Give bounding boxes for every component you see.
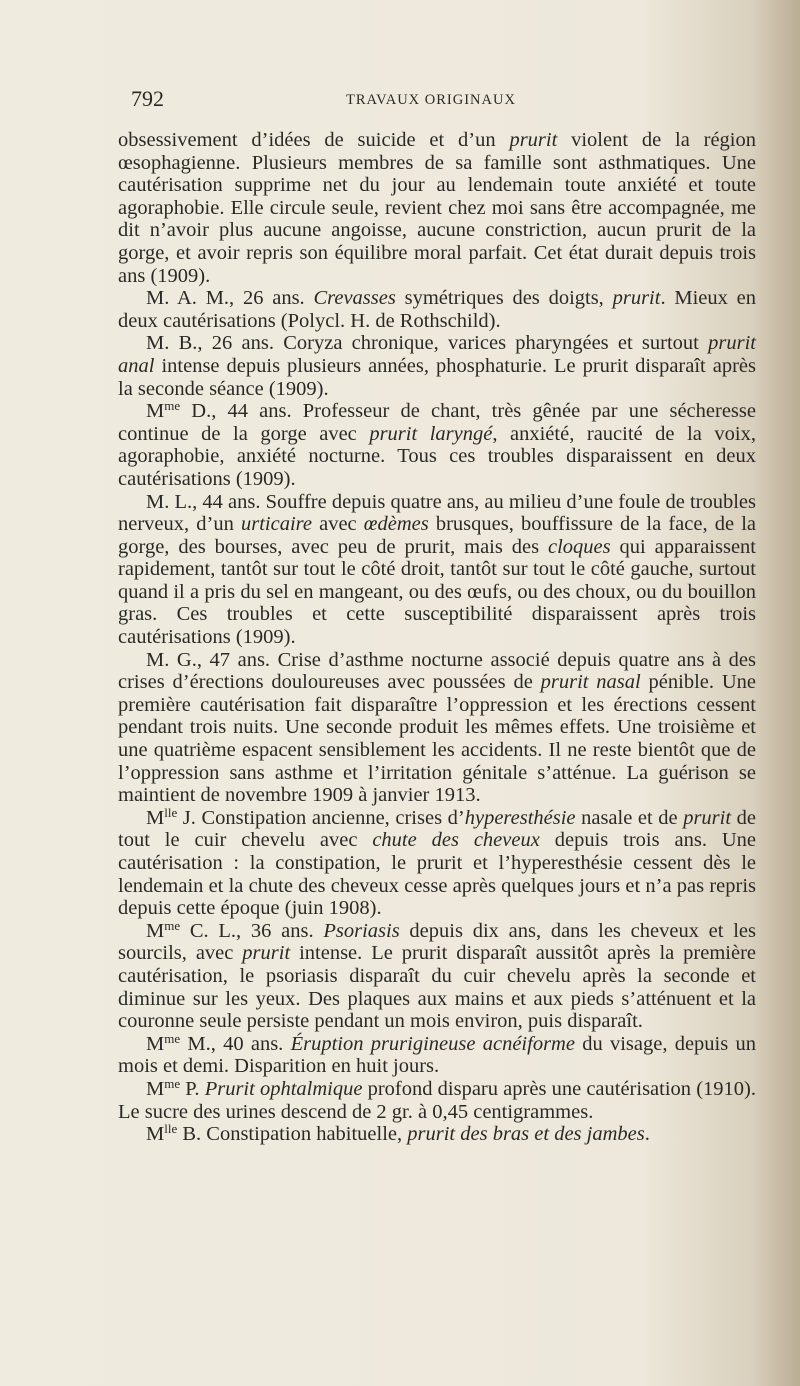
paragraph bbox=[118, 649, 756, 807]
text-run: M. B., 26 ans. Coryza chronique, varices pharyngées et surtout bbox=[146, 332, 709, 355]
italic-term: prurit anal bbox=[118, 332, 756, 377]
text-run: M bbox=[146, 400, 165, 423]
title-abbreviation: lle bbox=[164, 1121, 178, 1137]
text-run: C. L., 36 ans. bbox=[180, 919, 324, 942]
text-run: M. L., 44 ans. Souffre depuis quatre ans, au milieu d’une foule de troubles nerveux, d’un bbox=[118, 490, 756, 536]
italic-term: Prurit ophtalmique bbox=[204, 1077, 363, 1100]
text-run: avec bbox=[311, 513, 364, 536]
text-run: B. Constipation habituelle, bbox=[177, 1123, 408, 1146]
text-run: du visage, depuis un mois et demi. Disparition en huit jours. bbox=[118, 1032, 756, 1078]
text-run: obsessivement d’idées de suicide et d’un bbox=[118, 129, 510, 151]
paragraph bbox=[118, 332, 756, 400]
italic-term: chute des cheveux bbox=[372, 829, 540, 852]
text-run: depuis dix ans, dans les cheveux et les sourcils, avec bbox=[118, 919, 756, 965]
title-abbreviation: me bbox=[164, 398, 181, 414]
italic-term: prurit des bras et des jambes bbox=[407, 1123, 645, 1146]
text-run: brusques, bouffissure de la face, de la gorge, des bourses, avec peu de prurit, mais des bbox=[118, 513, 757, 558]
italic-term: Crevasses bbox=[313, 287, 396, 310]
text-run: D., 44 ans. Professeur de chant, très gênée par une sécheresse continue de la gorge avec bbox=[118, 400, 756, 445]
text-run: depuis trois ans. Une cautérisation : la constipation, le prurit et l’hyperesthésie cessent dès le lendemain et la chute des cheveux cesse après quelques jours et n’a pas repris depuis cette époque (juin 1908). bbox=[118, 829, 756, 920]
text-run: . Mieux en deux cautérisations (Polycl. H. de Rothschild). bbox=[118, 287, 757, 332]
paragraph bbox=[118, 1123, 756, 1146]
italic-term: urticaire bbox=[241, 513, 312, 536]
text-run: nasale et de bbox=[575, 806, 684, 829]
text-run: M bbox=[146, 806, 165, 829]
text-run: symétriques des doigts, bbox=[395, 287, 613, 310]
italic-term: Éruption prurigineuse acnéiforme bbox=[290, 1032, 575, 1055]
text-run: M., 40 ans. bbox=[180, 1032, 291, 1055]
text-run: pénible. Une première cautérisation fait disparaître l’oppression et les érections cessent pendant trois nuits. Une seconde produit les mêmes effets. Une troisième et une quatrième espacent sensiblement les accidents. Il ne reste bientôt que de l’oppression sans asthme et l’irritation génitale s’atténue. La guérison se maintient de novembre 1909 à janvier 1913. bbox=[118, 671, 756, 807]
text-run: M. A. M., 26 ans. bbox=[146, 287, 314, 310]
text-run: violent de la région œsophagienne. Plusieurs membres de sa famille sont asthmatiques. Une cautérisation supprime net du jour au lendemain toute anxiété et toute agoraphobie. Elle circule seule, revient chez moi sans être accompagnée, me dit n’avoir plus aucune angoisse, aucune constriction, aucun prurit de la gorge, et avoir repris son équilibre moral parfait. Cet état durait depuis trois ans (1909). bbox=[118, 129, 756, 287]
italic-term: prurit bbox=[242, 942, 291, 965]
text-run: intense depuis plusieurs années, phosphaturie. Le prurit disparaît après la seconde séance (1909). bbox=[118, 354, 756, 400]
italic-term: prurit nasal bbox=[540, 671, 641, 694]
page-number: 792 bbox=[131, 86, 164, 111]
title-abbreviation: me bbox=[164, 1030, 181, 1046]
italic-term: prurit laryngé bbox=[369, 422, 493, 445]
text-run: M. G., 47 ans. Crise d’asthme nocturne associé depuis quatre ans à des crises d’érections douloureuses avec poussées de bbox=[118, 648, 756, 694]
text-run: , anxiété, raucité de la voix, agoraphobie, anxiété nocturne. Tous ces troubles disparaissent en deux cautérisations (1909). bbox=[118, 422, 756, 490]
text-run: profond disparu après une cautérisation (1910). Le sucre des urines descend de 2 gr. à 0,45 centigrammes. bbox=[118, 1077, 756, 1123]
paragraph bbox=[118, 129, 756, 287]
page-header bbox=[0, 86, 800, 116]
title-abbreviation: lle bbox=[164, 804, 178, 820]
text-run: M bbox=[146, 1077, 165, 1100]
italic-term: hyperesthésie bbox=[464, 806, 576, 829]
paragraph bbox=[118, 400, 756, 490]
paragraph bbox=[118, 1075, 756, 1123]
italic-term: prurit bbox=[612, 287, 661, 310]
italic-term: Psoriasis bbox=[323, 919, 400, 942]
paragraph bbox=[118, 1030, 756, 1078]
text-run: de tout le cuir chevelu avec bbox=[118, 806, 756, 852]
title-abbreviation: me bbox=[164, 1075, 181, 1091]
paragraph bbox=[118, 917, 756, 1033]
text-run: J. Constipation ancienne, crises d’ bbox=[177, 806, 465, 829]
italic-term: prurit bbox=[509, 129, 558, 151]
text-run: M bbox=[146, 1123, 165, 1146]
text-run: qui apparaissent rapidement, tantôt sur tout le côté droit, tantôt sur tout le côté gauche, surtout quand il a pris du sel en mangeant, ou des œufs, ou des choux, ou du bouillon gras. Ces troubles et cette susceptibilité disparaissent après trois cautérisations (1909). bbox=[118, 535, 756, 649]
italic-term: cloques bbox=[548, 535, 611, 558]
italic-term: prurit bbox=[683, 806, 732, 829]
paragraph bbox=[118, 287, 756, 332]
paragraph bbox=[118, 491, 756, 649]
text-run: intense. Le prurit disparaît aussitôt après la première cautérisation, le psoriasis disparaît du cuir chevelu après la seconde et diminue sur les yeux. Des plaques aux mains et aux pieds s’atténuent et la couronne seule persiste pendant un mois environ, puis disparaît. bbox=[118, 942, 756, 1033]
text-run: M bbox=[146, 919, 165, 942]
text-run: M bbox=[146, 1032, 165, 1055]
text-run: P. bbox=[180, 1077, 205, 1100]
running-head: TRAVAUX ORIGINAUX bbox=[346, 92, 516, 108]
text-run: . bbox=[644, 1123, 650, 1146]
body-text bbox=[118, 129, 756, 1146]
title-abbreviation: me bbox=[164, 917, 181, 933]
italic-term: œdèmes bbox=[363, 513, 429, 536]
paragraph bbox=[118, 804, 756, 920]
